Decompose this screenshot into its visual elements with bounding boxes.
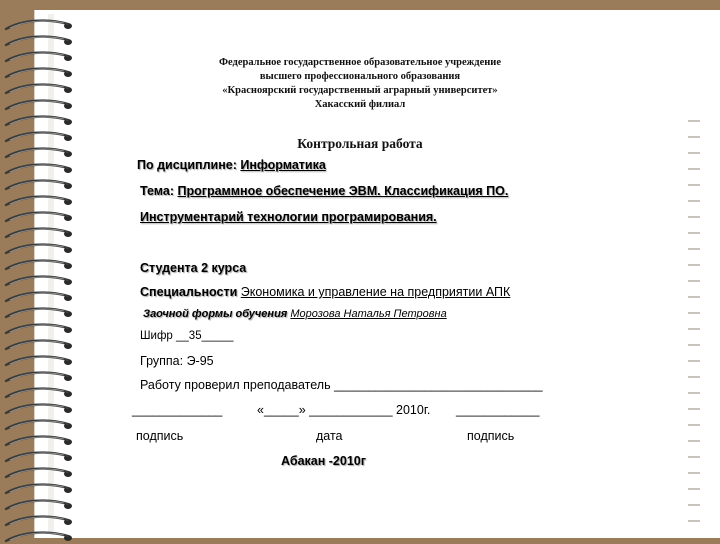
edge-mark xyxy=(688,120,700,122)
group-line: Группа: Э-95 xyxy=(140,354,214,368)
binding-coil xyxy=(2,242,76,256)
edge-mark xyxy=(688,232,700,234)
binding-coil xyxy=(2,178,76,192)
binding-coil xyxy=(2,466,76,480)
cipher-line: Шифр __35_____ xyxy=(140,330,234,342)
specialty-value: Экономика и управление на предприятии АПК xyxy=(240,285,511,299)
edge-mark xyxy=(688,296,700,298)
edge-mark xyxy=(688,520,700,522)
edge-mark xyxy=(688,456,700,458)
edge-mark xyxy=(688,280,700,282)
checked-by-line: Работу проверил преподаватель ______________________________ xyxy=(140,378,543,392)
binding-coil xyxy=(2,274,76,288)
edge-mark xyxy=(688,216,700,218)
edge-mark xyxy=(688,424,700,426)
binding-coil xyxy=(2,50,76,64)
binding-coil xyxy=(2,226,76,240)
student-year: Студента 2 курса xyxy=(140,261,247,275)
binding-coil xyxy=(2,98,76,112)
edge-mark xyxy=(688,264,700,266)
specialty-line xyxy=(140,285,510,299)
binding-coil xyxy=(2,386,76,400)
edge-mark xyxy=(688,312,700,314)
binding-coil xyxy=(2,322,76,336)
edge-mark xyxy=(688,328,700,330)
edge-mark xyxy=(688,472,700,474)
document-title: Контрольная работа xyxy=(297,136,423,151)
specialty-label: Специальности xyxy=(140,285,238,299)
binding-coil xyxy=(2,66,76,80)
binding-coil xyxy=(2,370,76,384)
institution-header xyxy=(150,56,570,112)
binding-coil xyxy=(2,530,76,544)
header-line-3: «Красноярский государственный аграрный университет» xyxy=(222,85,498,96)
edge-mark xyxy=(688,136,700,138)
header-line-1: Федеральное государственное образовательное учреждение xyxy=(218,57,502,68)
binding-coil xyxy=(2,18,76,32)
binding-coil xyxy=(2,418,76,432)
edge-mark xyxy=(688,360,700,362)
binding-coil xyxy=(2,482,76,496)
binding-coil xyxy=(2,338,76,352)
binding-coil xyxy=(2,290,76,304)
topic-label: Тема: xyxy=(140,184,174,198)
topic-line-1 xyxy=(140,184,508,198)
discipline-value: Информатика xyxy=(240,158,326,172)
city-year-footer: Абакан -2010г xyxy=(281,454,366,468)
edge-mark xyxy=(688,344,700,346)
edge-mark xyxy=(688,376,700,378)
edge-mark xyxy=(688,200,700,202)
binding-coil xyxy=(2,210,76,224)
header-line-4: Хакасский филиал xyxy=(314,99,406,110)
binding-coil xyxy=(2,194,76,208)
binding-coil xyxy=(2,258,76,272)
binding-coil xyxy=(2,498,76,512)
caption-signature-left: подпись xyxy=(136,429,184,443)
edge-mark xyxy=(688,504,700,506)
binding-coil xyxy=(2,434,76,448)
topic-value-2: Инструментарий технологии програмирования. xyxy=(140,210,437,224)
binding-coil xyxy=(2,450,76,464)
topic-value-1: Программное обеспечение ЭВМ. Классификация ПО. xyxy=(177,184,509,198)
binding-coil xyxy=(2,34,76,48)
edge-mark xyxy=(688,440,700,442)
study-form-line xyxy=(143,308,447,320)
caption-date: дата xyxy=(316,429,343,443)
binding-coil xyxy=(2,306,76,320)
binding-coil xyxy=(2,514,76,528)
edge-mark xyxy=(688,392,700,394)
date-blank: «_____» ____________ 2010г. xyxy=(257,403,431,417)
signature-left-blank: _____________ xyxy=(132,403,223,417)
binding-coil xyxy=(2,402,76,416)
study-form-label: Заочной формы обучения xyxy=(143,308,288,320)
edge-mark xyxy=(688,408,700,410)
edge-mark xyxy=(688,152,700,154)
binding-coil xyxy=(2,114,76,128)
caption-signature-right: подпись xyxy=(467,429,515,443)
discipline-line xyxy=(137,158,326,172)
binding-coil xyxy=(2,130,76,144)
edge-mark xyxy=(688,488,700,490)
signature-right-blank: ____________ xyxy=(456,403,540,417)
edge-mark xyxy=(688,248,700,250)
binding-coil xyxy=(2,146,76,160)
discipline-label: По дисциплине: xyxy=(137,158,237,172)
binding-coil xyxy=(2,162,76,176)
edge-mark xyxy=(688,184,700,186)
binding-coil xyxy=(2,354,76,368)
edge-mark xyxy=(688,168,700,170)
binding-coil xyxy=(2,82,76,96)
student-name: Морозова Наталья Петровна xyxy=(290,308,447,320)
header-line-2: высшего профессионального образования xyxy=(259,71,461,82)
